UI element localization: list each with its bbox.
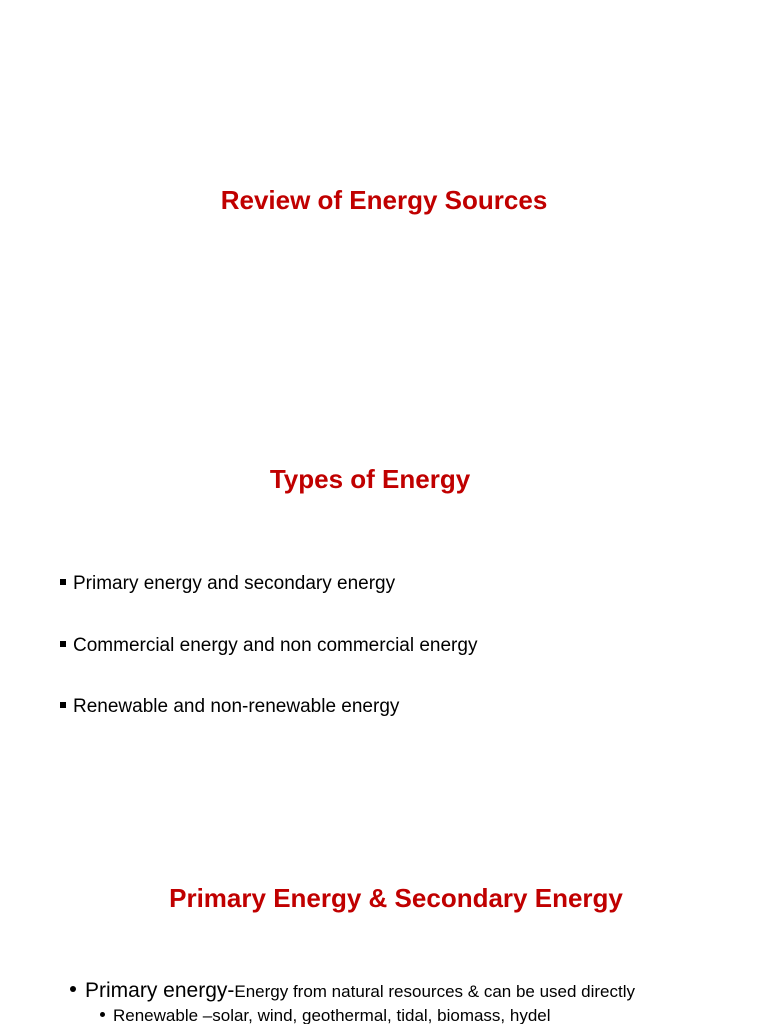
round-bullet-icon	[70, 986, 76, 992]
square-bullet-icon	[60, 579, 66, 585]
slide-title-review-of-energy-sources: Review of Energy Sources	[220, 185, 548, 215]
list-item	[60, 695, 399, 719]
slide-title-primary-secondary-energy: Primary Energy & Secondary Energy	[169, 883, 623, 913]
primary-energy-description: Energy from natural resources & can be used directly	[234, 982, 636, 1001]
list-item-text: Primary energy and secondary energy	[73, 573, 396, 594]
renewable-sources-text: Renewable –solar, wind, geothermal, tidal, biomass, hydel	[113, 1006, 551, 1024]
list-item-text: Commercial energy and non commercial energy	[73, 635, 478, 656]
list-item	[60, 634, 477, 658]
renewable-sub-bullet	[100, 1004, 551, 1024]
round-bullet-icon	[100, 1012, 105, 1017]
square-bullet-icon	[60, 702, 66, 708]
list-item	[60, 572, 395, 596]
primary-energy-term: Primary energy-	[85, 979, 235, 1002]
primary-energy-bullet	[70, 977, 635, 1006]
square-bullet-icon	[60, 641, 66, 647]
slide-title-types-of-energy: Types of Energy	[269, 464, 471, 494]
list-item-text: Renewable and non-renewable energy	[73, 696, 400, 717]
